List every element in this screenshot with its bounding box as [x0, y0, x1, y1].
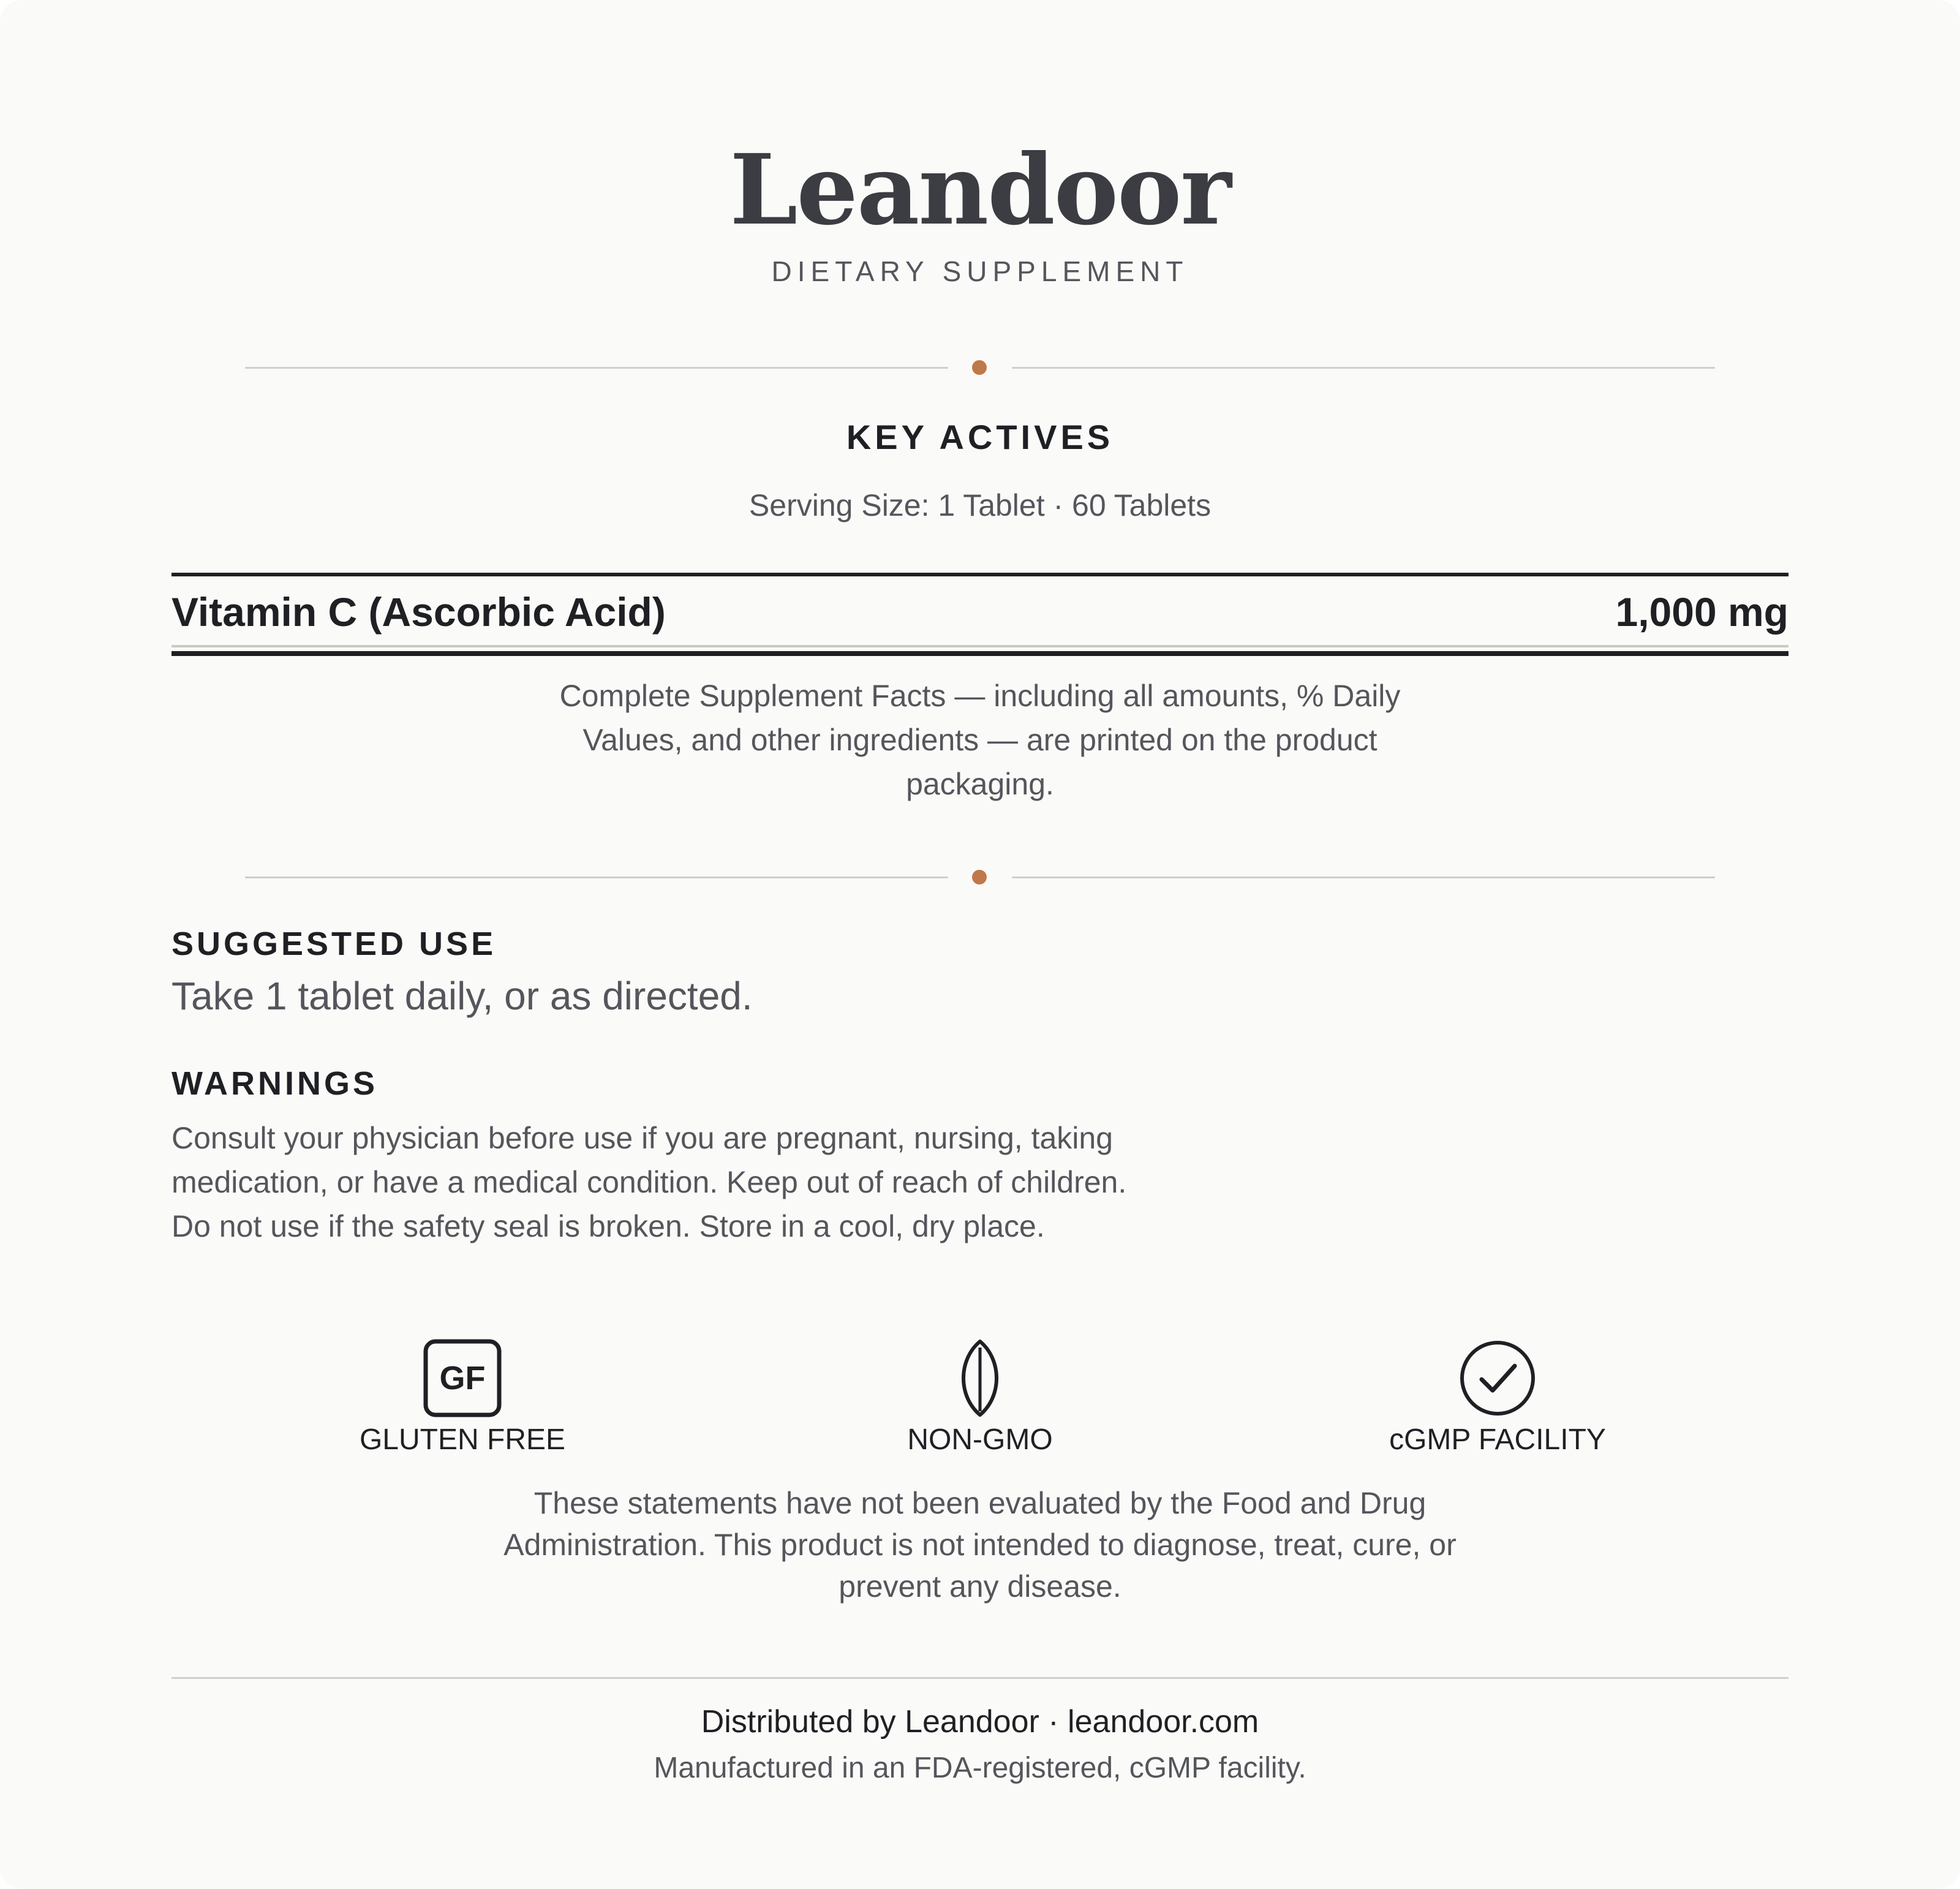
badge-gluten-free — [303, 1339, 622, 1461]
fda-disclaimer: These statements have not been evaluated by the Food and Drug Administration. This product is not intended to diagnose, treat, cure, or prevent any disease. — [503, 1486, 1457, 1604]
gluten-free-icon — [423, 1339, 502, 1417]
brand-logo: Leandoor — [729, 134, 1231, 247]
manufacturing-line: Manufactured in an FDA-registered, cGMP facility. — [654, 1752, 1306, 1784]
divider-dot — [972, 360, 987, 375]
distributor-line: Distributed by Leandoor · leandoor.com — [701, 1704, 1259, 1740]
facts-thin-rule — [172, 645, 1789, 647]
svg-text:GF: GF — [439, 1360, 486, 1397]
suggested-use-text: Take 1 tablet daily, or as directed. — [172, 974, 753, 1018]
ornament-divider — [245, 869, 1715, 886]
brand-tagline: DIETARY SUPPLEMENT — [771, 255, 1189, 287]
key-actives-heading: KEY ACTIVES — [846, 418, 1114, 456]
warnings-text: Consult your physician before use if you are pregnant, nursing, taking medication, or have a medical condition. Keep out of reach of children. Do not use if the safety seal is broken. Store in a cool, dry place. — [172, 1121, 1127, 1243]
divider-line — [1012, 877, 1715, 878]
divider-dot — [972, 870, 987, 884]
badge-label: GLUTEN FREE — [359, 1423, 566, 1456]
footer-divider — [172, 1677, 1789, 1679]
check-circle-icon — [1458, 1339, 1537, 1417]
warnings-heading: WARNINGS — [172, 1065, 378, 1102]
badge-label: cGMP FACILITY — [1389, 1423, 1606, 1456]
ornament-divider — [245, 359, 1715, 376]
facts-bottom-rule — [172, 651, 1789, 656]
supplement-facts-note: Complete Supplement Facts — including all amounts, % Daily Values, and other ingredients — are printed on the product packaging. — [559, 679, 1401, 801]
badge-label: NON-GMO — [907, 1423, 1053, 1456]
badge-cgmp-facility — [1338, 1339, 1657, 1461]
facts-top-rule — [172, 573, 1789, 576]
ingredient-row — [172, 573, 1789, 656]
divider-line — [245, 367, 948, 369]
ingredient-name: Vitamin C (Ascorbic Acid) — [172, 589, 666, 635]
serving-size: Serving Size: 1 Tablet · 60 Tablets — [748, 488, 1212, 522]
divider-line — [245, 877, 948, 878]
divider-line — [1012, 367, 1715, 369]
suggested-use-heading: SUGGESTED USE — [172, 926, 497, 962]
ingredient-amount: 1,000 mg — [1615, 589, 1789, 635]
badge-non-gmo — [821, 1339, 1139, 1461]
leaf-icon — [941, 1339, 1019, 1417]
